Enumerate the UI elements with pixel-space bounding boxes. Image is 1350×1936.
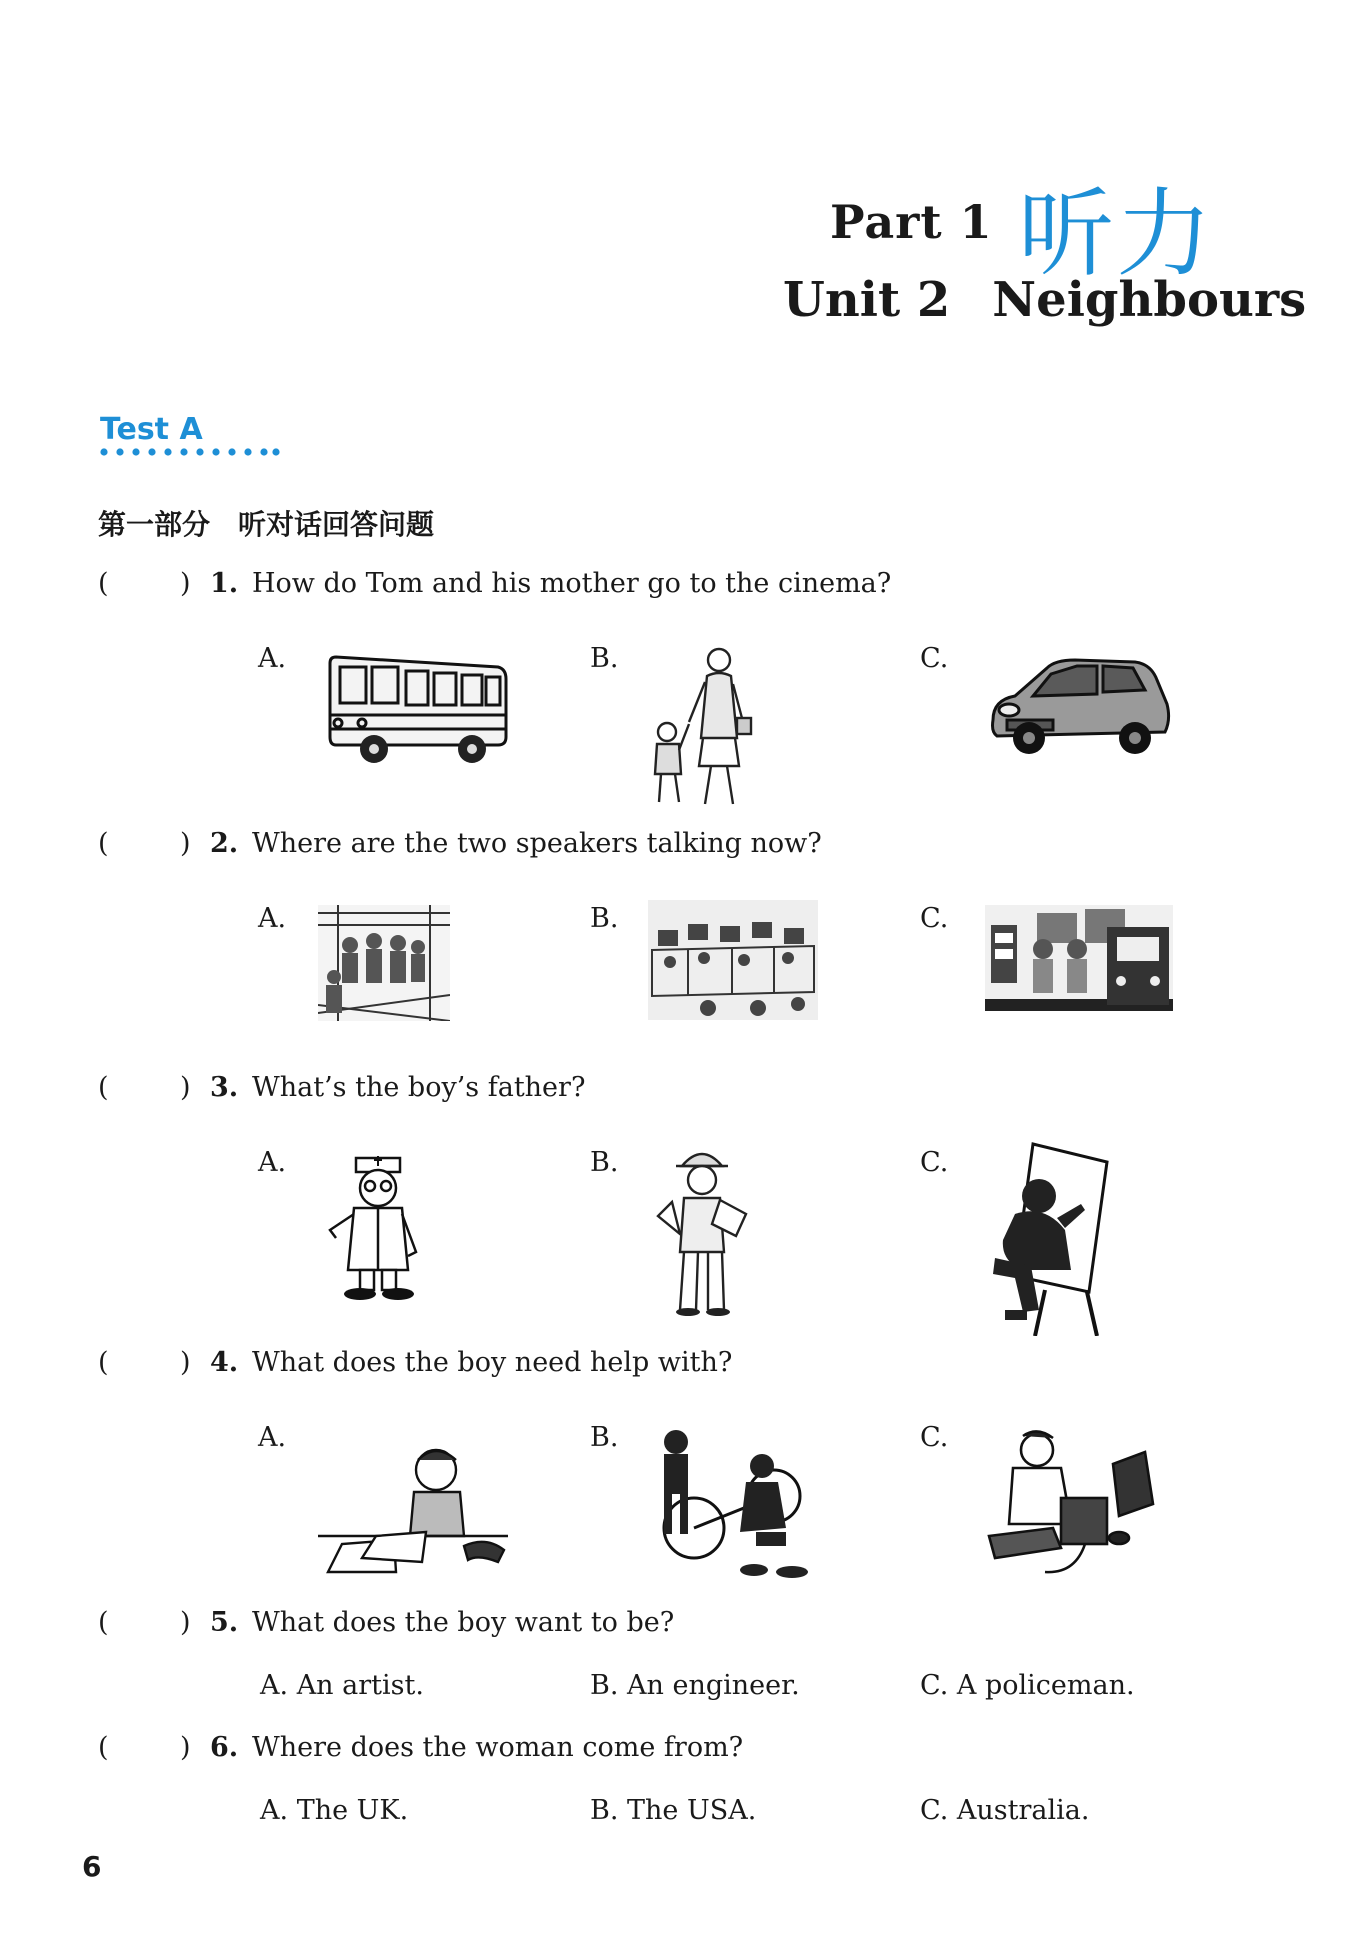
question-4 — [98, 1347, 732, 1378]
unit-number: Unit 2 — [783, 272, 951, 328]
answer-bracket-close: ) — [180, 1347, 191, 1378]
bus-icon — [322, 645, 512, 770]
answer-bracket-open: ( — [98, 1347, 109, 1378]
option-label: B. — [590, 1670, 619, 1701]
option-c — [920, 1795, 1089, 1826]
option-c — [920, 1670, 1135, 1701]
answer-bracket-close: ) — [180, 828, 191, 859]
option-label: C. — [920, 1147, 949, 1178]
answer-bracket-open: ( — [98, 1607, 109, 1638]
train-station-icon — [985, 905, 1173, 1011]
car-icon — [985, 650, 1175, 760]
question-5 — [98, 1607, 674, 1638]
option-label: A. — [258, 1147, 287, 1178]
question-6 — [98, 1732, 743, 1763]
option-text: An engineer. — [627, 1670, 800, 1701]
dotted-underline — [100, 448, 280, 456]
part-chinese-title: 听力 — [1018, 178, 1214, 290]
option-label: C. — [920, 1795, 949, 1826]
engineer-icon — [650, 1140, 754, 1320]
option-text: Australia. — [956, 1795, 1090, 1826]
bike-repair-icon — [650, 1428, 812, 1582]
option-label: A. — [260, 1795, 289, 1826]
answer-bracket-open: ( — [98, 568, 109, 599]
artist-icon — [975, 1140, 1115, 1336]
option-label: C. — [920, 1422, 949, 1453]
answer-bracket-close: ) — [180, 1732, 191, 1763]
answer-bracket-close: ) — [180, 568, 191, 599]
option-label: B. — [590, 1147, 619, 1178]
question-number: 4. — [210, 1347, 239, 1378]
option-label: A. — [260, 1670, 289, 1701]
option-label: C. — [920, 903, 949, 934]
computer-icon — [985, 1428, 1155, 1578]
question-number: 2. — [210, 828, 239, 859]
homework-icon — [318, 1440, 508, 1578]
question-text: How do Tom and his mother go to the cinema? — [252, 568, 892, 599]
answer-bracket-open: ( — [98, 1072, 109, 1103]
option-b — [590, 1795, 756, 1826]
question-1 — [98, 568, 891, 599]
option-label: A. — [258, 1422, 287, 1453]
answer-bracket-open: ( — [98, 828, 109, 859]
part-label: Part 1 — [830, 195, 993, 249]
option-label: A. — [258, 903, 287, 934]
question-text: Where are the two speakers talking now? — [252, 828, 822, 859]
unit-title: Neighbours — [992, 272, 1307, 328]
option-text: An artist. — [296, 1670, 424, 1701]
option-a — [260, 1670, 424, 1701]
option-label: B. — [590, 903, 619, 934]
option-label: B. — [590, 1422, 619, 1453]
question-number: 3. — [210, 1072, 239, 1103]
unit-heading — [783, 272, 1306, 328]
test-label: Test A — [100, 412, 203, 447]
question-2 — [98, 828, 822, 859]
option-text: The UK. — [296, 1795, 409, 1826]
question-text: What does the boy want to be? — [252, 1607, 675, 1638]
option-a — [260, 1795, 408, 1826]
bus-interior-icon — [318, 905, 450, 1021]
answer-bracket-close: ) — [180, 1072, 191, 1103]
question-3 — [98, 1072, 585, 1103]
question-text: What’s the boy’s father? — [252, 1072, 586, 1103]
option-label: A. — [258, 643, 287, 674]
walking-icon — [645, 642, 765, 812]
question-text: Where does the woman come from? — [252, 1732, 744, 1763]
question-number: 6. — [210, 1732, 239, 1763]
section-title: 第一部分 听对话回答问题 — [98, 508, 435, 541]
answer-bracket-open: ( — [98, 1732, 109, 1763]
option-label: B. — [590, 643, 619, 674]
option-b — [590, 1670, 800, 1701]
doctor-icon — [316, 1142, 442, 1302]
option-text: The USA. — [627, 1795, 757, 1826]
option-label: C. — [920, 643, 949, 674]
option-text: A policeman. — [956, 1670, 1135, 1701]
option-label: C. — [920, 1670, 949, 1701]
answer-bracket-close: ) — [180, 1607, 191, 1638]
option-label: B. — [590, 1795, 619, 1826]
question-number: 1. — [210, 568, 239, 599]
page-number: 6 — [82, 1850, 102, 1883]
question-text: What does the boy need help with? — [252, 1347, 733, 1378]
office-icon — [648, 900, 818, 1020]
question-number: 5. — [210, 1607, 239, 1638]
